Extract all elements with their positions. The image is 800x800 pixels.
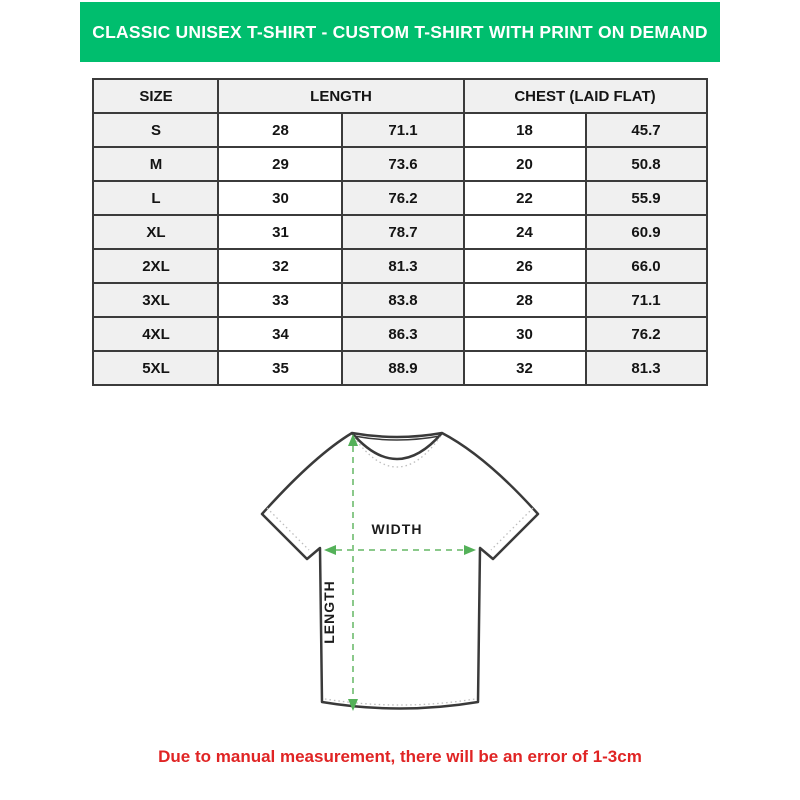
chest-cm-cell: 81.3	[586, 351, 707, 385]
measurement-note: Due to manual measurement, there will be an error of 1-3cm	[158, 747, 642, 766]
length-in-cell: 32	[218, 249, 342, 283]
length-in-cell: 30	[218, 181, 342, 215]
chest-cm-cell: 55.9	[586, 181, 707, 215]
size-cell: M	[93, 147, 218, 181]
size-cell: 2XL	[93, 249, 218, 283]
chest-in-cell: 26	[464, 249, 586, 283]
chest-in-cell: 18	[464, 113, 586, 147]
chest-in-cell: 32	[464, 351, 586, 385]
chest-cm-cell: 60.9	[586, 215, 707, 249]
header-length: LENGTH	[218, 79, 463, 113]
chest-in-cell: 22	[464, 181, 586, 215]
length-cm-cell: 86.3	[342, 317, 463, 351]
size-cell: XL	[93, 215, 218, 249]
length-label: LENGTH	[321, 580, 337, 644]
size-chart-table	[92, 78, 707, 386]
chest-cm-cell: 66.0	[586, 249, 707, 283]
length-cm-cell: 73.6	[342, 147, 463, 181]
chest-cm-cell: 45.7	[586, 113, 707, 147]
tshirt-outline	[262, 433, 538, 709]
size-cell: 4XL	[93, 317, 218, 351]
length-in-cell: 29	[218, 147, 342, 181]
size-cell: S	[93, 113, 218, 147]
length-cm-cell: 83.8	[342, 283, 463, 317]
chest-cm-cell: 76.2	[586, 317, 707, 351]
header-chest: CHEST (LAID FLAT)	[464, 79, 707, 113]
size-cell: 5XL	[93, 351, 218, 385]
title-banner	[80, 2, 720, 62]
chest-in-cell: 30	[464, 317, 586, 351]
table-row	[93, 181, 706, 215]
length-in-cell: 33	[218, 283, 342, 317]
size-table-body	[93, 113, 706, 385]
length-in-cell: 31	[218, 215, 342, 249]
tshirt-diagram-svg	[250, 422, 550, 722]
chest-in-cell: 24	[464, 215, 586, 249]
length-in-cell: 28	[218, 113, 342, 147]
size-cell: L	[93, 181, 218, 215]
table-row	[93, 147, 706, 181]
table-row	[93, 283, 706, 317]
table-header-row	[93, 79, 706, 113]
table-row	[93, 351, 706, 385]
length-cm-cell: 88.9	[342, 351, 463, 385]
header-size: SIZE	[93, 79, 218, 113]
length-in-cell: 34	[218, 317, 342, 351]
length-in-cell: 35	[218, 351, 342, 385]
table-row	[93, 249, 706, 283]
length-cm-cell: 78.7	[342, 215, 463, 249]
size-cell: 3XL	[93, 283, 218, 317]
length-cm-cell: 76.2	[342, 181, 463, 215]
width-label: WIDTH	[371, 521, 423, 537]
length-cm-cell: 71.1	[342, 113, 463, 147]
chest-in-cell: 20	[464, 147, 586, 181]
table-row	[93, 317, 706, 351]
chest-in-cell: 28	[464, 283, 586, 317]
tshirt-diagram	[250, 422, 550, 727]
table-row	[93, 215, 706, 249]
page-title: CLASSIC UNISEX T-SHIRT - CUSTOM T-SHIRT WITH PRINT ON DEMAND	[92, 21, 708, 42]
chest-cm-cell: 71.1	[586, 283, 707, 317]
chest-cm-cell: 50.8	[586, 147, 707, 181]
table-header	[93, 79, 706, 113]
length-cm-cell: 81.3	[342, 249, 463, 283]
table-row	[93, 113, 706, 147]
